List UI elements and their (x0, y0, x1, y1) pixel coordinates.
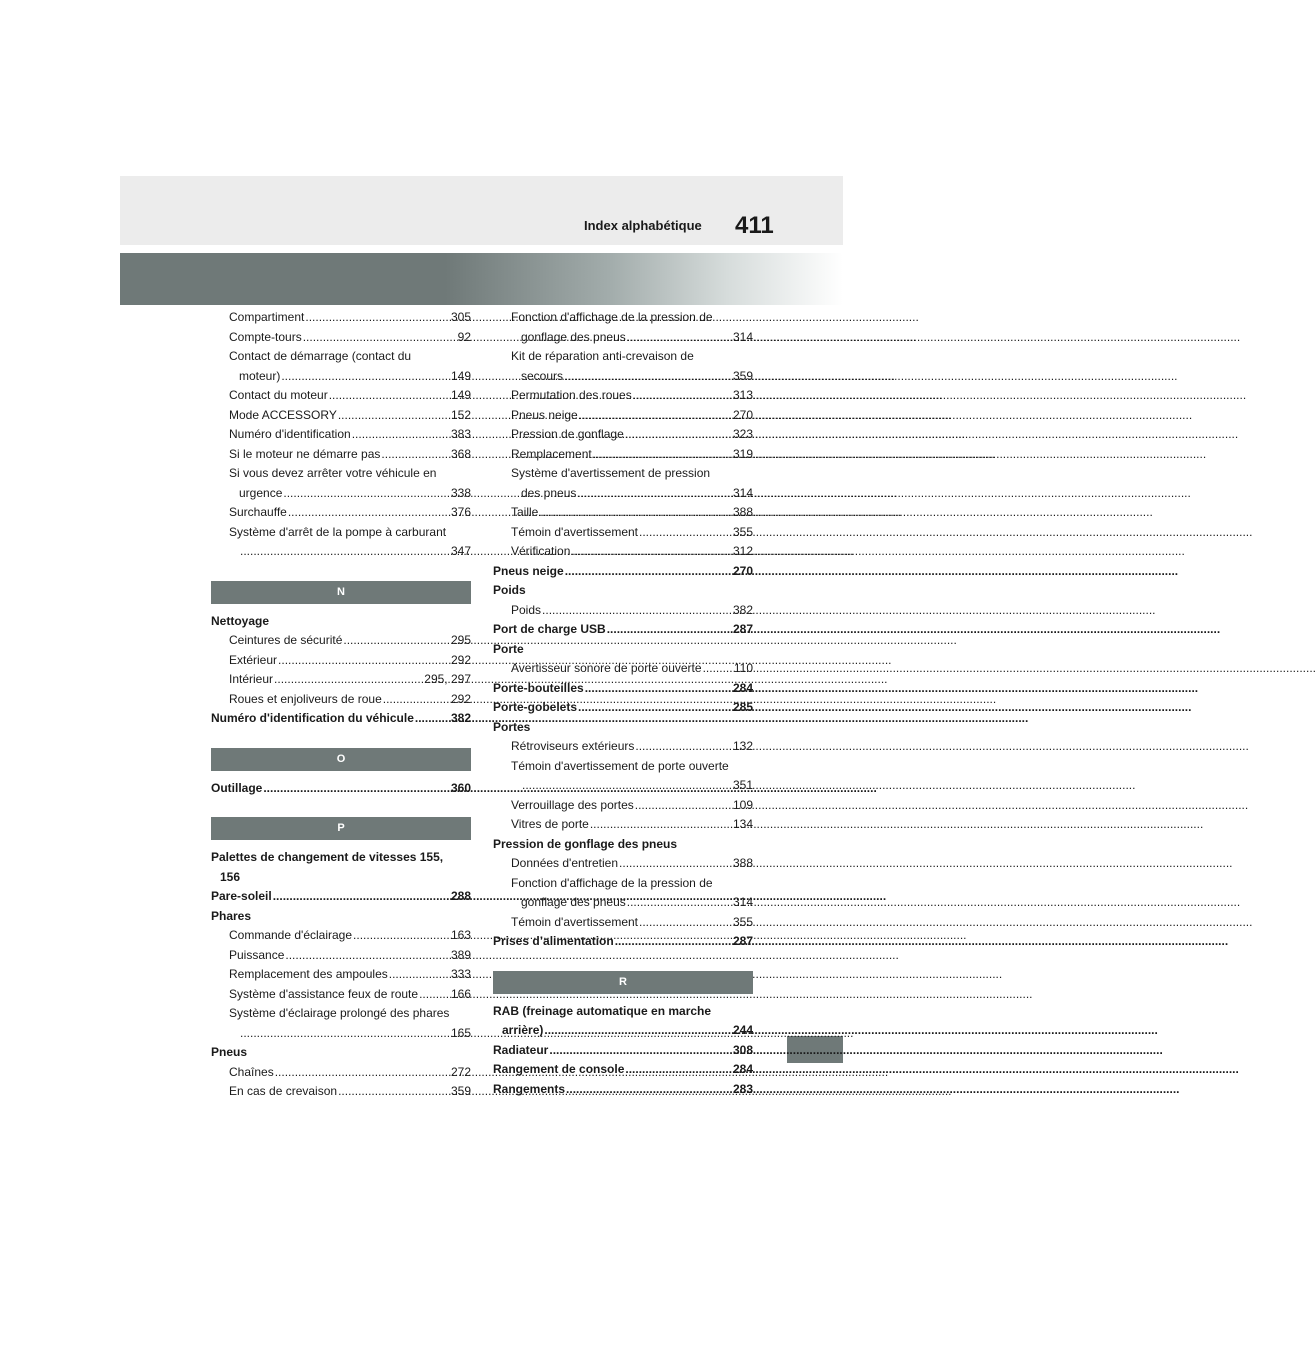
entry-page-number: 288 (450, 889, 471, 903)
entry-label: Si le moteur ne démarre pas (229, 446, 381, 461)
entry-label: En cas de crevaison (229, 1084, 338, 1098)
dot-leader (625, 1060, 732, 1080)
entry-page-number: 295 (450, 633, 471, 647)
entry-page-number: 314 (732, 329, 753, 344)
entry-page-number: 92 (457, 329, 471, 344)
entry-page-number: 292 (450, 691, 471, 706)
entry-page-number: 272 (450, 1064, 471, 1079)
index-entry (211, 946, 471, 966)
entry-label: Poids (511, 602, 542, 617)
dot-leader (274, 670, 423, 690)
entry-label: Numéro d'identification du véhicule (211, 711, 414, 725)
header-band (120, 253, 843, 305)
entry-page-number: 305 (450, 310, 471, 324)
entry-label: Porte-gobelets (493, 700, 578, 714)
entry-page-number: 110 (733, 661, 753, 675)
index-heading: Portes (493, 719, 531, 734)
entry-label: Vitres de porte (511, 817, 589, 831)
entry-label: Témoin d'avertissement (511, 914, 639, 929)
index-entry (211, 651, 471, 671)
entry-page-number: 165 (450, 1025, 471, 1040)
dot-leader (381, 445, 450, 465)
dot-leader (577, 484, 732, 504)
dot-leader (539, 503, 732, 523)
entry-page-number: 308 (732, 1042, 753, 1057)
index-heading: Fonction d'affichage de la pression de (511, 310, 713, 324)
entry-page-number: 351 (732, 778, 753, 792)
entry-label: arrière) (502, 1023, 544, 1037)
index-entry (493, 425, 753, 445)
entry-page-number: 368 (450, 446, 471, 461)
entry-label: Extérieur (229, 652, 278, 667)
dot-leader (240, 1024, 450, 1044)
dot-leader (590, 815, 732, 835)
index-entry (493, 1080, 753, 1100)
index-entry (493, 523, 753, 543)
entry-page-number: 270 (732, 407, 753, 422)
index-entry (493, 562, 753, 582)
dot-leader (549, 1041, 732, 1061)
index-entry (493, 776, 753, 796)
letter-heading: R (493, 971, 753, 994)
dot-leader (263, 779, 450, 799)
index-entry (211, 779, 471, 799)
entry-label: gonflage des pneus (521, 895, 626, 909)
entry-page-number: 134 (732, 817, 753, 831)
dot-leader (273, 887, 450, 907)
page-number: 411 (735, 212, 774, 239)
entry-page-number: 388 (732, 856, 753, 870)
index-heading: Témoin d'avertissement de porte ouverte (511, 758, 729, 773)
entry-label: Commande d'éclairage (229, 928, 353, 942)
dot-leader (635, 737, 732, 757)
index-column-right (493, 308, 753, 1099)
dot-leader (564, 367, 732, 387)
entry-page-number: 338 (450, 485, 471, 500)
index-entry (211, 406, 471, 426)
index-heading: 156 (220, 869, 241, 884)
dot-leader (285, 946, 450, 966)
index-entry (493, 737, 753, 757)
index-heading: Nettoyage (211, 613, 270, 628)
entry-page-number: 314 (732, 485, 753, 500)
index-column-left (211, 308, 471, 1102)
dot-leader (607, 620, 732, 640)
entry-label: Porte-bouteilles (493, 680, 584, 695)
index-entry (493, 1041, 753, 1061)
entry-label: Remplacement des ampoules (229, 967, 388, 981)
dot-leader (283, 484, 450, 504)
entry-label: secours (521, 368, 564, 383)
index-entry (211, 709, 471, 729)
index-entry (211, 926, 471, 946)
entry-label: Pression de gonflage (511, 427, 624, 441)
entry-page-number: 360 (450, 780, 471, 795)
spacer (211, 798, 471, 817)
index-entry (211, 484, 471, 504)
index-entry (493, 679, 753, 699)
index-entry (211, 965, 471, 985)
entry-label: Système d'assistance feux de route (229, 986, 419, 1001)
index-entry (211, 631, 471, 651)
index-entry (211, 1063, 471, 1083)
index-entry (493, 620, 753, 640)
dot-leader (579, 406, 732, 426)
index-entry (493, 328, 753, 348)
dot-leader (585, 679, 732, 699)
dot-leader (281, 367, 450, 387)
dot-leader (240, 542, 450, 562)
entry-label: Remplacement (511, 446, 592, 461)
index-entry (211, 690, 471, 710)
entry-page-number: 333 (450, 967, 471, 981)
entry-label: Radiateur (493, 1042, 549, 1057)
entry-label: Pneus neige (511, 407, 578, 422)
dot-leader (522, 776, 732, 796)
index-heading: Si vous devez arrêter votre véhicule en (229, 466, 437, 480)
entry-label: moteur) (239, 368, 281, 383)
index-entry (493, 854, 753, 874)
entry-page-number: 283 (732, 1081, 753, 1096)
entry-page-number: 149 (450, 388, 471, 402)
index-entry (493, 796, 753, 816)
entry-label: urgence (239, 485, 283, 500)
entry-label: Chaînes (229, 1064, 274, 1079)
index-entry (493, 367, 753, 387)
entry-page-number: 347 (450, 544, 471, 558)
index-entry (211, 367, 471, 387)
index-heading: Système d'éclairage prolongé des phares (229, 1006, 450, 1020)
dot-leader (383, 690, 450, 710)
index-heading: Pression de gonflage des pneus (493, 836, 678, 851)
entry-label: Outillage (211, 780, 263, 795)
entry-label: Rétroviseurs extérieurs (511, 739, 635, 753)
spacer (493, 952, 753, 971)
entry-label: Contact du moteur (229, 388, 328, 402)
entry-page-number: 287 (732, 934, 753, 948)
dot-leader (703, 659, 733, 679)
dot-leader (305, 308, 450, 328)
dot-leader (389, 965, 450, 985)
index-heading: Phares (211, 908, 252, 923)
index-entry (211, 1082, 471, 1102)
index-entry (211, 445, 471, 465)
index-entry (493, 601, 753, 621)
entry-page-number: 312 (732, 544, 753, 558)
entry-label: Permutation des roues (511, 388, 632, 402)
index-entry (493, 542, 753, 562)
dot-leader (639, 523, 732, 543)
index-entry (493, 698, 753, 718)
entry-label: Roues et enjoliveurs de roue (229, 691, 382, 706)
entry-page-number: 292 (450, 652, 471, 667)
entry-page-number: 359 (732, 368, 753, 383)
dot-leader (593, 445, 732, 465)
entry-page-number: 376 (450, 505, 471, 519)
entry-label: Vérification (511, 544, 571, 558)
entry-page-number: 270 (732, 563, 753, 578)
index-entry (493, 659, 753, 679)
dot-leader (352, 425, 450, 445)
dot-leader (565, 562, 732, 582)
dot-leader (619, 854, 732, 874)
dot-leader (278, 651, 450, 671)
entry-label: Prises d’alimentation (493, 934, 614, 948)
spacer (211, 604, 471, 612)
dot-leader (303, 328, 457, 348)
entry-label: Rangements (493, 1081, 566, 1096)
index-entry (493, 815, 753, 835)
entry-label: Taille (511, 505, 539, 519)
index-heading: Système d'avertissement de pression (511, 466, 711, 480)
dot-leader (639, 913, 732, 933)
section-title: Index alphabétique (584, 218, 702, 233)
dot-leader (633, 386, 732, 406)
entry-page-number: 383 (450, 427, 471, 441)
entry-page-number: 319 (732, 446, 753, 461)
index-entry (211, 308, 471, 328)
dot-leader (329, 386, 450, 406)
index-entry (493, 893, 753, 913)
entry-label: Intérieur (229, 672, 274, 686)
entry-label: Avertisseur sonore de porte ouverte (511, 661, 702, 675)
index-heading: Pneus (211, 1045, 248, 1059)
index-heading: Poids (493, 583, 526, 597)
entry-page-number: 295, 297 (424, 672, 471, 686)
entry-page-number: 166 (450, 986, 471, 1001)
dot-leader (615, 932, 732, 952)
spacer (211, 840, 471, 848)
entry-label: Port de charge USB (493, 622, 606, 636)
letter-heading: O (211, 748, 471, 771)
dot-leader (544, 1021, 732, 1041)
dot-leader (578, 698, 732, 718)
index-entry (493, 406, 753, 426)
index-heading: Porte (493, 641, 524, 656)
entry-label: Ceintures de sécurité (229, 633, 343, 647)
entry-page-number: 313 (732, 388, 753, 402)
entry-label: Rangement de console (493, 1062, 625, 1076)
index-entry (493, 484, 753, 504)
dot-leader (415, 709, 450, 729)
dot-leader (419, 985, 450, 1005)
entry-label: Compte-tours (229, 329, 302, 344)
entry-page-number: 389 (450, 947, 471, 962)
entry-label: Puissance (229, 947, 285, 962)
entry-page-number: 149 (450, 368, 471, 383)
entry-label: Pare-soleil (211, 889, 272, 903)
entry-label: Compartiment (229, 310, 305, 324)
index-entry (211, 985, 471, 1005)
spacer (211, 771, 471, 779)
entry-label: gonflage des pneus (521, 329, 626, 344)
entry-page-number: 284 (732, 1062, 753, 1076)
index-heading: Système d'arrêt de la pompe à carburant (229, 524, 447, 539)
index-heading: RAB (freinage automatique en marche (493, 1003, 712, 1018)
dot-leader (625, 425, 732, 445)
entry-page-number: 323 (732, 427, 753, 441)
entry-label: Verrouillage des portes (511, 797, 634, 812)
entry-label: Surchauffe (229, 505, 287, 519)
entry-page-number: 359 (450, 1084, 471, 1098)
dot-leader (353, 926, 450, 946)
spacer (211, 729, 471, 748)
index-entry (211, 670, 471, 690)
entry-page-number: 132 (732, 739, 753, 753)
index-entry (493, 445, 753, 465)
dot-leader (338, 406, 450, 426)
index-heading: Kit de réparation anti-crevaison de (511, 349, 694, 363)
index-heading: Fonction d'affichage de la pression de (511, 875, 713, 890)
entry-label: Numéro d'identification (229, 427, 351, 441)
index-entry (211, 542, 471, 562)
dot-leader (288, 503, 450, 523)
entry-label: Données d'entretien (511, 856, 619, 870)
index-heading: Palettes de changement de vitesses 155, (211, 850, 444, 864)
letter-heading: P (211, 817, 471, 840)
entry-label: Témoin d'avertissement (511, 524, 639, 539)
index-entry (493, 1060, 753, 1080)
index-entry (493, 932, 753, 952)
spacer (493, 994, 753, 1002)
entry-label: Pneus neige (493, 563, 564, 578)
entry-page-number: 109 (732, 797, 753, 812)
dot-leader (627, 328, 732, 348)
entry-page-number: 287 (732, 622, 753, 636)
index-entry (493, 503, 753, 523)
dot-leader (338, 1082, 450, 1102)
entry-page-number: 388 (732, 505, 753, 519)
letter-heading: N (211, 581, 471, 604)
dot-leader (635, 796, 732, 816)
dot-leader (627, 893, 732, 913)
index-heading: Contact de démarrage (contact du (229, 349, 412, 363)
entry-page-number: 314 (732, 895, 753, 909)
dot-leader (343, 631, 450, 651)
entry-page-number: 355 (732, 524, 753, 539)
entry-label: Mode ACCESSORY (229, 407, 337, 422)
index-entry (211, 425, 471, 445)
index-entry (211, 503, 471, 523)
spacer (211, 562, 471, 581)
entry-page-number: 284 (732, 680, 753, 695)
entry-page-number: 163 (450, 928, 471, 942)
entry-page-number: 355 (732, 914, 753, 929)
entry-page-number: 244 (732, 1023, 753, 1037)
index-entry (211, 328, 471, 348)
entry-page-number: 382 (450, 711, 471, 725)
index-entry (211, 1024, 471, 1044)
index-entry (493, 386, 753, 406)
entry-page-number: 152 (450, 407, 471, 422)
index-entry (493, 1021, 753, 1041)
dot-leader (566, 1080, 732, 1100)
entry-label: des pneus (521, 485, 577, 500)
dot-leader (542, 601, 732, 621)
index-entry (493, 913, 753, 933)
index-entry (211, 887, 471, 907)
dot-leader (275, 1063, 450, 1083)
index-entry (211, 386, 471, 406)
dot-leader (571, 542, 732, 562)
entry-page-number: 285 (732, 700, 753, 714)
entry-page-number: 382 (732, 602, 753, 617)
